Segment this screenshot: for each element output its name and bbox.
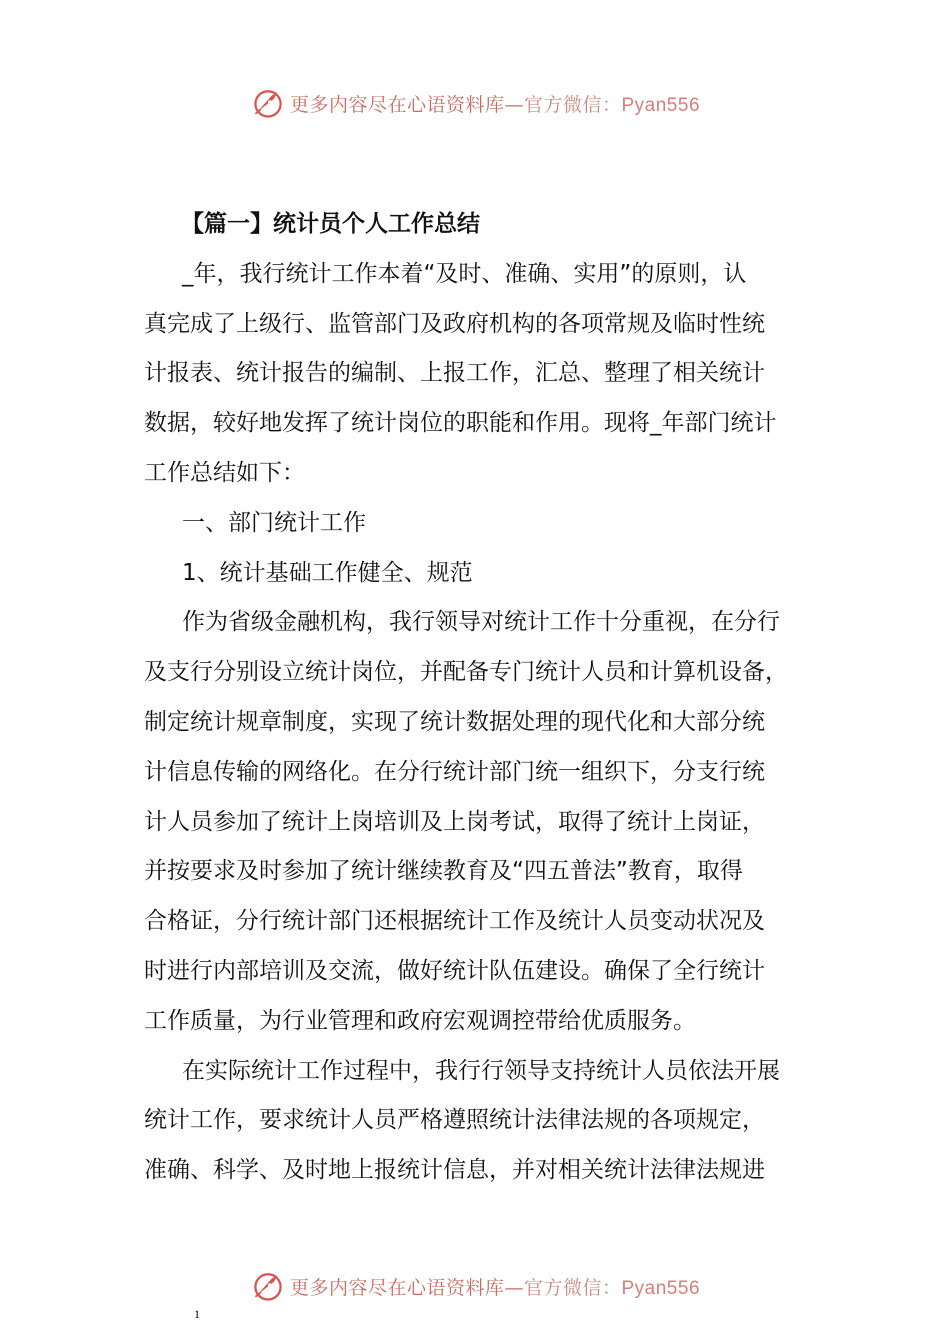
watermark-wechat-id: Pyan556 (621, 94, 701, 116)
text-line: 在实际统计工作过程中，我行行领导支持统计人员依法开展 (182, 1057, 780, 1084)
text-line: 数据，较好地发挥了统计岗位的职能和作用。现将_年部门统计 (144, 410, 777, 437)
watermark-text (290, 1273, 700, 1300)
text-line: 准确、科学、及时地上报统计信息，并对相关统计法律法规进 (144, 1157, 765, 1184)
text-line: 真完成了上级行、监管部门及政府机构的各项常规及临时性统 (144, 310, 765, 337)
pen-nib-logo-icon (250, 85, 286, 121)
text-line: 1、统计基础工作健全、规范 (182, 559, 473, 586)
watermark-brand: 更多内容尽在心语资料库 (289, 1276, 505, 1299)
page-number: 1 (194, 1307, 200, 1321)
text-line: 计报表、统计报告的编制、上报工作，汇总、整理了相关统计 (144, 360, 765, 387)
text-line: 一、部门统计工作 (182, 509, 366, 536)
text-line: 工作质量，为行业管理和政府宏观调控带给优质服务。 (144, 1007, 696, 1034)
pen-nib-logo-icon (250, 1268, 286, 1304)
watermark-brand: 更多内容尽在心语资料库 (289, 93, 505, 116)
document-title: 【篇一】统计员个人工作总结 (181, 211, 480, 237)
paragraph-lines (144, 250, 814, 1196)
text-line: 计人员参加了统计上岗培训及上岗考试，取得了统计上岗证， (144, 808, 765, 835)
document-body (144, 200, 814, 1196)
text-line: 统计工作，要求统计人员严格遵照统计法律法规的各项规定， (144, 1107, 765, 1134)
text-line: _年，我行统计工作本着“及时、准确、实用”的原则，认 (182, 260, 747, 287)
text-line: 工作总结如下： (144, 459, 305, 486)
text-line: 计信息传输的网络化。在分行统计部门统一组织下，分支行统 (144, 758, 765, 785)
watermark-separator: — (504, 1276, 524, 1299)
text-line: 时进行内部培训及交流，做好统计队伍建设。确保了全行统计 (144, 957, 765, 984)
text-line: 及支行分别设立统计岗位，并配备专门统计人员和计算机设备， (144, 659, 788, 686)
watermark-separator: — (504, 93, 524, 116)
footer-watermark (0, 1266, 950, 1306)
watermark-wechat-id: Pyan556 (621, 1277, 701, 1299)
text-line: 制定统计规章制度，实现了统计数据处理的现代化和大部分统 (144, 708, 765, 735)
text-line: 作为省级金融机构，我行领导对统计工作十分重视，在分行 (182, 609, 780, 636)
watermark-wechat-label: 官方微信： (523, 93, 622, 116)
text-line: 合格证，分行统计部门还根据统计工作及统计人员变动状况及 (144, 908, 765, 935)
header-watermark (0, 83, 950, 123)
watermark-wechat-label: 官方微信： (523, 1276, 622, 1299)
text-line: 并按要求及时参加了统计继续教育及“四五普法”教育，取得 (144, 858, 743, 885)
watermark-text (290, 90, 700, 117)
